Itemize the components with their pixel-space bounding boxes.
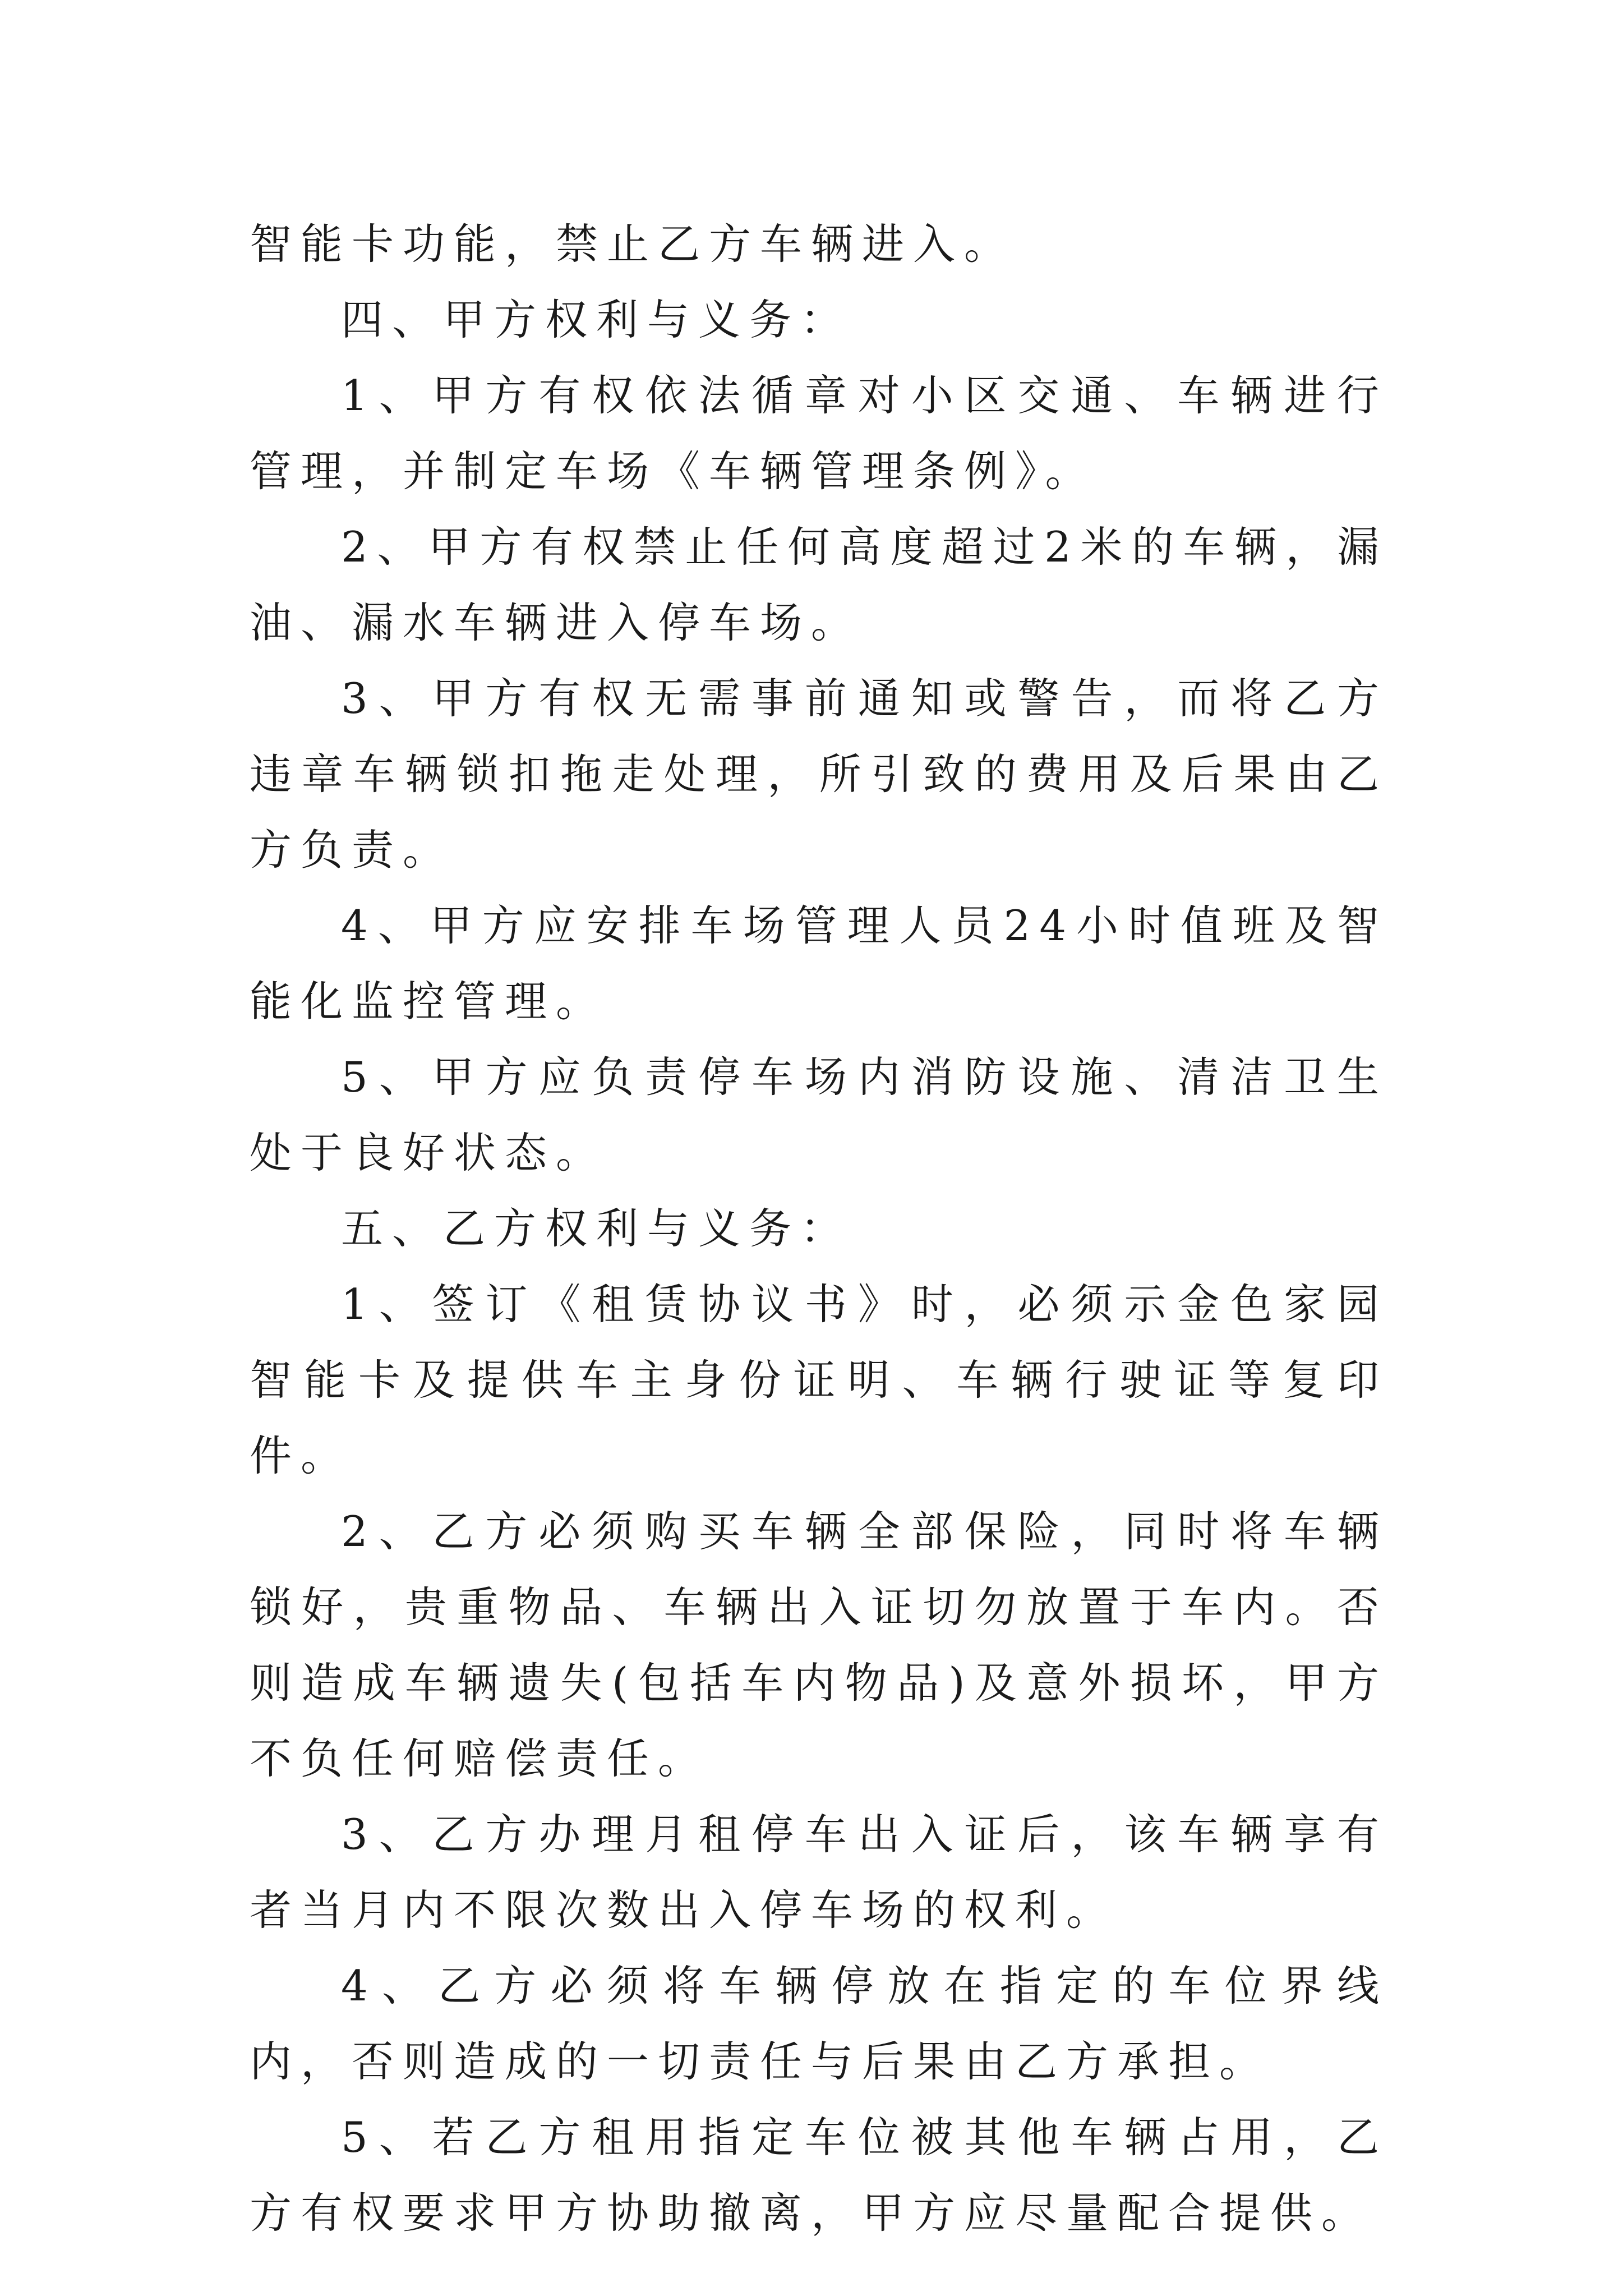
clause-a1: 1、甲方有权依法循章对小区交通、车辆进行管理，并制定车场《车辆管理条例》。 xyxy=(250,371,1388,496)
section-heading-party-b: 五、乙方权利与义务： xyxy=(341,1204,852,1253)
clause-a3: 3、甲方有权无需事前通知或警告，而将乙方违章车辆锁扣拖走处理，所引致的费用及后果由乙方负责。 xyxy=(250,674,1388,875)
clause-a2: 2、甲方有权禁止任何高度超过2米的车辆，漏油、漏水车辆进入停车场。 xyxy=(250,522,1388,647)
section-heading-party-a: 四、甲方权利与义务： xyxy=(341,295,852,344)
clause-b1: 1、签订《租赁协议书》时，必须示金色家园智能卡及提供车主身份证明、车辆行驶证等复印件。 xyxy=(250,1280,1388,1480)
clause-a4: 4、甲方应安排车场管理人员24小时值班及智能化监控管理。 xyxy=(250,901,1388,1026)
clause-b2: 2、乙方必须购买车辆全部保险，同时将车辆锁好，贵重物品、车辆出入证切勿放置于车内。否则造成车辆遗失(包括车内物品)及意外损坏，甲方不负任何赔偿责任。 xyxy=(250,1507,1388,1783)
clause-a5: 5、甲方应负责停车场内消防设施、清洁卫生处于良好状态。 xyxy=(250,1052,1388,1177)
clause-b3: 3、乙方办理月租停车出入证后，该车辆享有者当月内不限次数出入停车场的权利。 xyxy=(250,1810,1388,1935)
clause-b4: 4、乙方必须将车辆停放在指定的车位界线内，否则造成的一切责任与后果由乙方承担。 xyxy=(250,1961,1388,2086)
document-body xyxy=(250,206,1388,2251)
paragraph-continuation: 智能卡功能，禁止乙方车辆进入。 xyxy=(250,219,1016,269)
clause-b5: 5、若乙方租用指定车位被其他车辆占用，乙方有权要求甲方协助撤离，甲方应尽量配合提供。 xyxy=(250,2113,1388,2238)
